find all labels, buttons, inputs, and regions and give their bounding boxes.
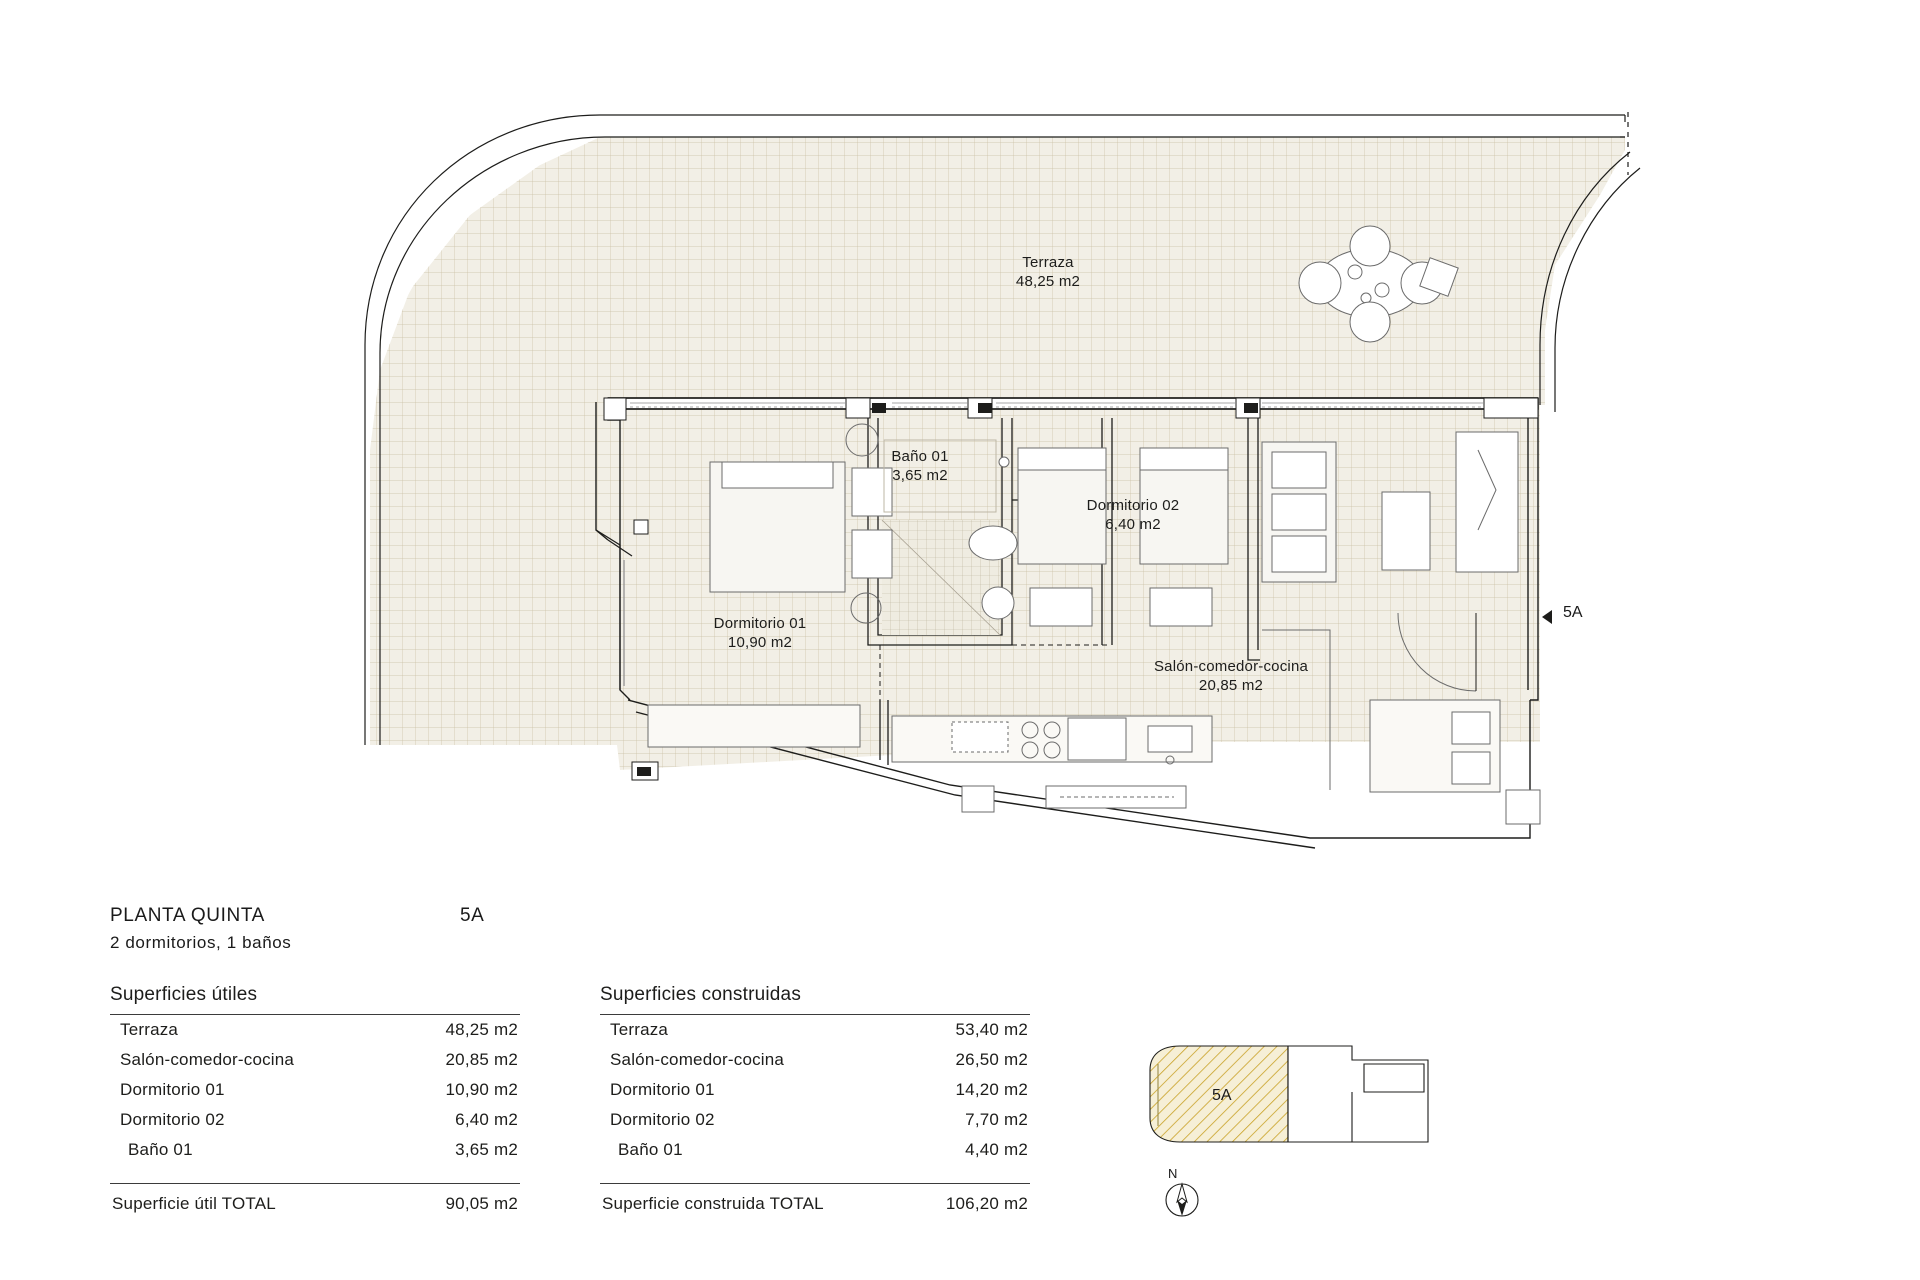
north-label: N [1168,1166,1178,1181]
unit-code: 5A [460,905,485,926]
table-total: Superficie construida TOTAL 106,20 m2 [602,1194,1028,1213]
table-row: Terraza 48,25 m2 [120,1020,518,1039]
table-row: Dormitorio 01 14,20 m2 [610,1080,1028,1099]
key-plan [1140,1030,1440,1190]
terrace-surface [370,137,1625,770]
table-row: Terraza 53,40 m2 [610,1020,1028,1039]
table-total: Superficie útil TOTAL 90,05 m2 [112,1194,518,1213]
key-plan-unit-label: 5A [1212,1087,1232,1104]
kitchen-fittings [892,716,1212,812]
table-row: Dormitorio 01 10,90 m2 [120,1080,518,1099]
table-row: Baño 01 4,40 m2 [618,1140,1028,1159]
table-heading: Superficies útiles [110,984,258,1005]
entry-arrow [1542,610,1552,624]
table-superficies-construidas [600,984,1030,1214]
room-label-terraza: Terraza 48,25 m2 [1015,254,1081,290]
table-row: Dormitorio 02 6,40 m2 [120,1110,518,1129]
table-row: Dormitorio 02 7,70 m2 [610,1110,1028,1129]
page-title: PLANTA QUINTA 2 dormitorios, 1 baños [110,905,292,952]
room-label-salon-comedor-cocina: Salón-comedor-cocina 20,85 m2 [1153,658,1309,694]
table-row: Baño 01 3,65 m2 [128,1140,518,1159]
table-row: Salón-comedor-cocina 26,50 m2 [610,1050,1028,1069]
room-label-dormitorio-02: Dormitorio 02 6,40 m2 [1086,497,1180,533]
entry-unit-label: 5A [1563,604,1583,621]
room-label-bano-01: Baño 01 3,65 m2 [891,448,949,484]
room-count: 2 dormitorios, 1 baños [110,933,292,952]
table-heading: Superficies construidas [600,984,802,1005]
table-superficies-utiles [110,984,520,1214]
table-row: Salón-comedor-cocina 20,85 m2 [120,1050,518,1069]
room-label-dormitorio-01: Dormitorio 01 10,90 m2 [713,615,807,651]
north-compass-icon [1160,1178,1204,1222]
